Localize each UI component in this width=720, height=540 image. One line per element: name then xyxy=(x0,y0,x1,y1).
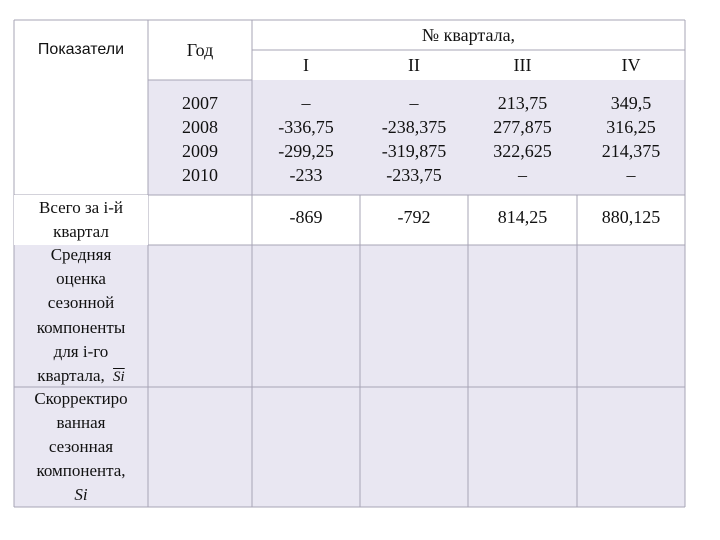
total-value-q2: -792 xyxy=(397,207,431,227)
year-cell: 2009 xyxy=(182,140,218,161)
value-cell: – xyxy=(301,92,311,113)
value-cell: 316,25 xyxy=(606,116,656,137)
label-line: квартал xyxy=(53,222,109,241)
value-cell: 214,375 xyxy=(601,140,661,161)
quarter-group-header: № квартала, xyxy=(421,24,516,45)
value-cell: – xyxy=(518,164,527,185)
label-line: оценка xyxy=(56,269,106,289)
year-list xyxy=(148,80,252,195)
value-cell: 213,75 xyxy=(497,92,548,113)
indicators-header: Показатели xyxy=(37,41,125,58)
corrected-symbol: Si xyxy=(74,485,88,505)
label-line xyxy=(37,364,124,389)
value-cell: -233,75 xyxy=(386,164,442,185)
year-cell: 2007 xyxy=(182,92,218,113)
label-line: компоненты xyxy=(36,317,126,337)
label-text: квартала, xyxy=(37,365,105,385)
total-value-q3: 814,25 xyxy=(497,207,548,227)
value-cell: -336,75 xyxy=(278,116,334,137)
label-line: для i-го xyxy=(53,341,109,361)
label-line: сезонной xyxy=(47,293,115,313)
corrected-row-label xyxy=(14,387,148,507)
label-line: Всего за i-й xyxy=(39,197,123,217)
quarter-4-values xyxy=(577,80,685,195)
value-cell: – xyxy=(626,164,636,185)
quarter-header-4: IV xyxy=(621,54,641,75)
quarter-header-1: I xyxy=(303,54,309,75)
avg-row-label xyxy=(14,245,148,387)
label-line: сезонная xyxy=(48,436,114,456)
quarter-1-values xyxy=(252,80,360,195)
quarter-2-values xyxy=(360,80,468,195)
value-cell: -299,25 xyxy=(278,140,334,161)
quarter-header-2: II xyxy=(408,54,420,75)
value-cell: -233 xyxy=(289,164,323,185)
value-cell: 322,625 xyxy=(493,140,552,161)
quarter-3-values xyxy=(468,80,577,195)
quarter-header-3: III xyxy=(513,54,532,75)
total-row-label xyxy=(14,195,148,245)
label-line: ванная xyxy=(56,412,106,432)
year-header: Год xyxy=(186,39,214,60)
total-value-q1: -869 xyxy=(289,207,323,227)
value-cell: – xyxy=(409,92,419,113)
total-value-q4: 880,125 xyxy=(601,207,661,227)
value-cell: 277,875 xyxy=(493,116,552,137)
avg-symbol: $\overline{Si}$ xyxy=(113,368,125,385)
value-cell: 349,5 xyxy=(610,92,652,113)
year-cell: 2010 xyxy=(182,164,218,185)
year-cell: 2008 xyxy=(182,116,218,137)
label-line: Средняя xyxy=(50,244,112,264)
value-cell: -319,875 xyxy=(381,140,447,161)
label-line: Скорректиро xyxy=(34,388,128,408)
label-line: компонента, xyxy=(36,461,126,481)
value-cell: -238,375 xyxy=(381,116,447,137)
